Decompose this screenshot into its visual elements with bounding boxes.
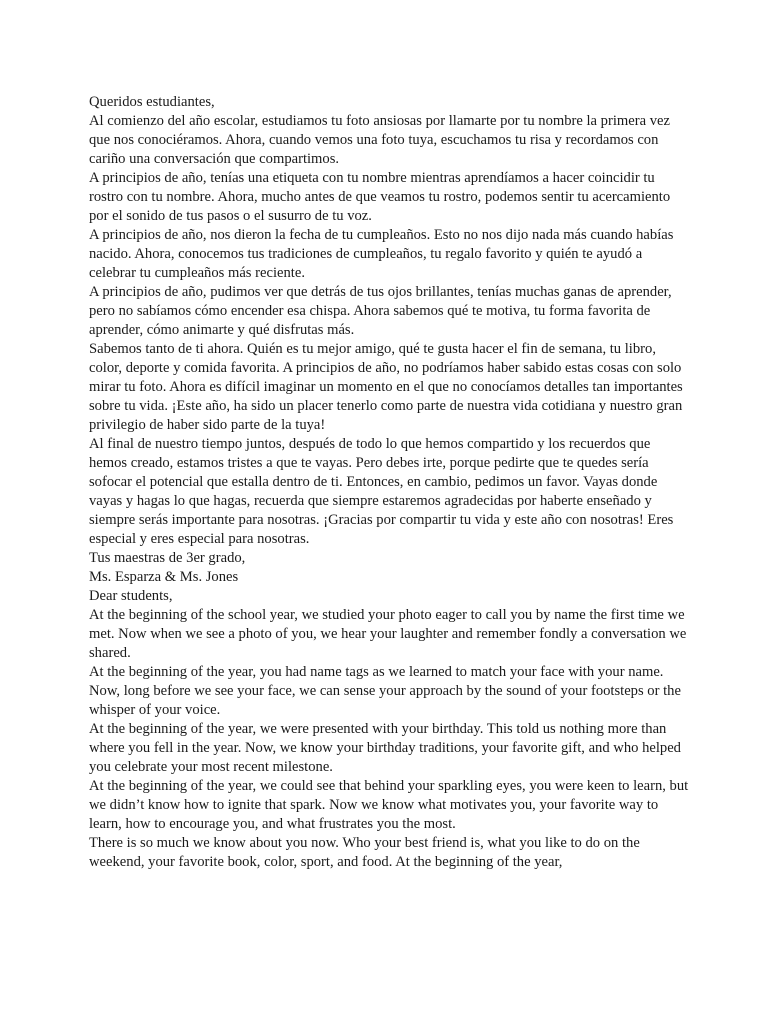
spanish-paragraph-6: Al final de nuestro tiempo juntos, después de todo lo que hemos compartido y los recuerdos que hemos creado, estamos tristes a que te vayas. Pero debes irte, porque pedirte que te quedes sería sofocar el potencial que estalla dentro de ti. Entonces, en cambio, pedimos un favor. Vayas donde vayas y hagas lo que hagas, recuerda que siempre estaremos agradecidas por haberte enseñado y siempre serás importante para nosotras. ¡Gracias por compartir tu vida y este año con nosotras! Eres especial y eres especial para nosotras. (89, 436, 674, 547)
english-paragraph-3: At the beginning of the year, we were presented with your birthday. This told us nothing more than where you fell in the year. Now, we know your birthday traditions, your favorite gift, and who helped you celebrate your most recent milestone. (89, 721, 681, 775)
spanish-paragraph-5: Sabemos tanto de ti ahora. Quién es tu mejor amigo, qué te gusta hacer el fin de semana, tu libro, color, deporte y comida favorita. A principios de año, no podríamos haber sabido estas cosas con solo mirar tu foto. Ahora es difícil imaginar un momento en el que no conocíamos detalles tan importantes sobre tu vida. ¡Este año, ha sido un placer tenerlo como parte de nuestra vida cotidiana y nuestro gran privilegio de haber sido parte de la tuya! (89, 341, 683, 433)
spanish-paragraph-4: A principios de año, pudimos ver que detrás de tus ojos brillantes, tenías muchas ganas de aprender, pero no sabíamos cómo encender esa chispa. Ahora sabemos qué te motiva, tu forma favorita de aprender, cómo animarte y qué disfrutas más. (89, 284, 672, 338)
letter-page (89, 93, 689, 872)
spanish-greeting: Queridos estudiantes, (89, 94, 215, 110)
english-paragraph-5: There is so much we know about you now. Who your best friend is, what you like to do on the weekend, your favorite book, color, sport, and food. At the beginning of the year, (89, 835, 640, 870)
spanish-paragraph-3: A principios de año, nos dieron la fecha de tu cumpleaños. Esto no nos dijo nada más cuando habías nacido. Ahora, conocemos tus tradiciones de cumpleaños, tu regalo favorito y quién te ayudó a celebrar tu cumpleaños más reciente. (89, 227, 674, 281)
spanish-paragraph-2: A principios de año, tenías una etiqueta con tu nombre mientras aprendíamos a hacer coincidir tu rostro con tu nombre. Ahora, mucho antes de que veamos tu rostro, podemos sentir tu acercamiento por el sonido de tus pasos o el susurro de tu voz. (89, 170, 671, 224)
english-greeting: Dear students, (89, 588, 173, 604)
english-paragraph-4: At the beginning of the year, we could see that behind your sparkling eyes, you were keen to learn, but we didn’t know how to ignite that spark. Now we know what motivates you, your favorite way to learn, how to encourage you, and what frustrates you the most. (89, 778, 689, 832)
english-paragraph-2: At the beginning of the year, you had name tags as we learned to match your face with your name. Now, long before we see your face, we can sense your approach by the sound of your footsteps or the whisper of your voice. (89, 664, 681, 718)
spanish-paragraph-1: Al comienzo del año escolar, estudiamos tu foto ansiosas por llamarte por tu nombre la primera vez que nos conociéramos. Ahora, cuando vemos una foto tuya, escuchamos tu risa y recordamos con cariño una conversación que compartimos. (89, 113, 670, 167)
spanish-signature: Ms. Esparza & Ms. Jones (89, 569, 239, 585)
spanish-closing: Tus maestras de 3er grado, (89, 550, 246, 566)
english-paragraph-1: At the beginning of the school year, we studied your photo eager to call you by name the first time we met. Now when we see a photo of you, we hear your laughter and remember fondly a conversation we shared. (89, 607, 687, 661)
